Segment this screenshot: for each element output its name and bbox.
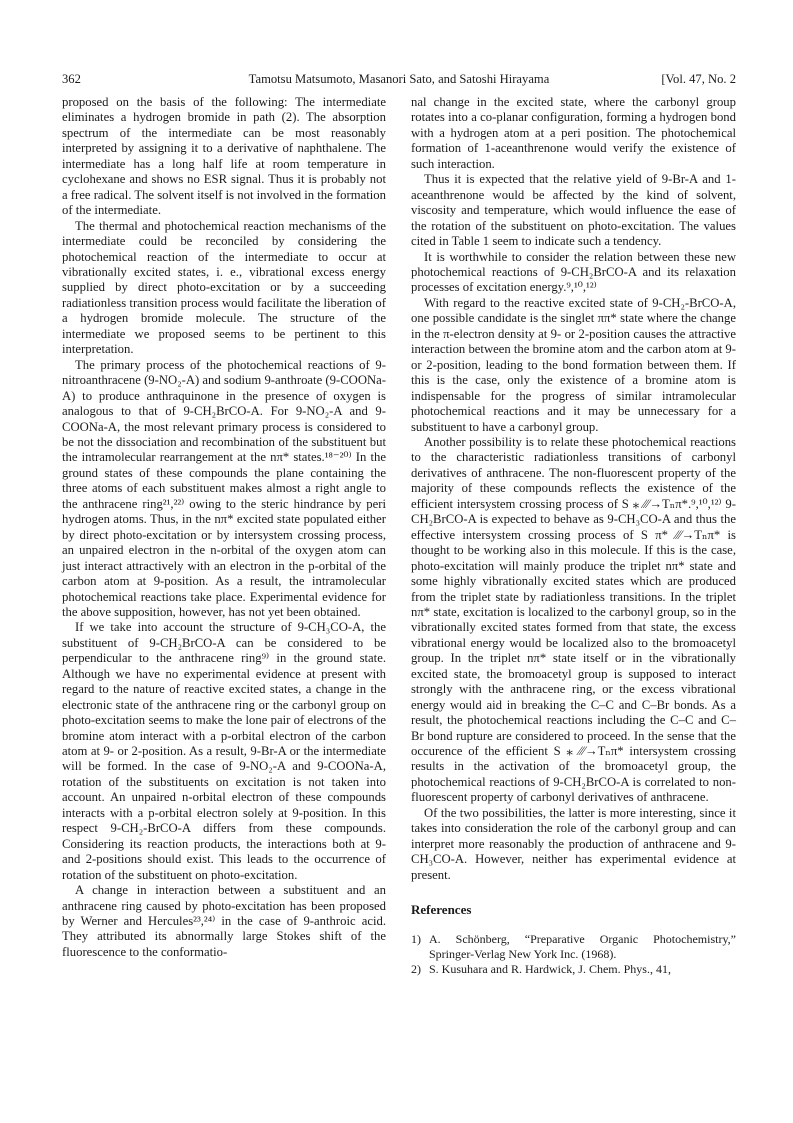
running-header: [62, 70, 736, 88]
running-authors: Tamotsu Matsumoto, Masanori Sato, and Satoshi Hirayama: [248, 72, 550, 86]
right-column: [411, 95, 736, 977]
paragraph: Of the two possibilities, the latter is more interesting, since it takes into consideration the role of the carbonyl group and can interpret more reasonably the production of anthracene and 9-CH₃CO-A. However, neither has experimental evidence at present.: [411, 805, 736, 882]
paragraph: The primary process of the photochemical reactions of 9-nitroanthracene (9-NO₂-A) and sodium 9-anthroate (9-COONa-A) to produce anthraquinone in the presence of oxygen is analogous to that of 9-CH₂BrCO-A. For 9-NO₂-A and 9-COONa-A, the most relevant primary process is considered to be not the dissociation and recombination of the substituent but the intramolecular rearrangement at the nπ* states.¹⁸⁻²⁰⁾ In the ground states of these compounds the plane containing the three atoms of each substituent makes almost a right angle to the anthracene ring²¹,²²⁾ owing to the steric hindrance by peri hydrogen atoms. Thus, in the nπ* excited state populated either by direct photo-excitation or by intersystem crossing process, an unpaired electron in the n-orbital of the oxygen atom can just interact attractively with an electron in the p-orbital of the carbon atom at 9-position. As a result, the intramolecular photochemical reactions take place. Experimental evidence for the above supposition, however, has not yet been obtained.: [62, 357, 386, 619]
reference-number: 2): [411, 961, 421, 976]
paragraph: With regard to the reactive excited state of 9-CH₂-BrCO-A, one possible candidate is the singlet ππ* state where the change in the π-electron density at 9- or 2-position causes the attractive interaction between the bromine atom and the carbon atom at 9- or 2-position, leading to the bond formation between them. If this is the case, only the existence of a bromine atom is indispensable for the progress of similar intramolecular photochemical reactions and it may be unnecessary for a substituent to have a carbonyl group.: [411, 295, 736, 434]
left-column: [62, 95, 386, 960]
reference-text: A. Schönberg, “Preparative Organic Photochemistry,” Springer-Verlag New York Inc. (1968).: [429, 931, 736, 961]
paragraph: nal change in the excited state, where the carbonyl group rotates into a co-planar configuration, forming a hydrogen bond with a hydrogen atom at a peri position. The photochemical formation of 1-aceanthrenone would verify the existence of such interaction.: [411, 95, 736, 171]
paragraph: Thus it is expected that the relative yield of 9-Br-A and 1-aceanthrenone would be affected by the kind of solvent, viscosity and temperature, which would influence the ease of the rotation of the substituent on photo-excitation. The values cited in Table 1 seem to indicate such a tendency.: [411, 172, 736, 249]
paragraph: The thermal and photochemical reaction mechanisms of the intermediate could be reconciled by considering the photochemical reaction of the intermediate to occur at vibrationally excited states, i. e., vibrational excess energy supplied by direct photo-excitation or by a succeeding radiationless transition process would facilitate the liberation of a hydrogen bromide molecule. The structure of the intermediate we proposed seems to be pertinent to this interpretation.: [62, 218, 386, 357]
paragraph: A change in interaction between a substituent and an anthracene ring caused by photo-excitation has been proposed by Werner and Hercules²³,²⁴⁾ in the case of 9-anthroic acid. They attributed its abnormally large Stokes shift of the fluorescence to the conformatio-: [62, 883, 386, 959]
paragraph: proposed on the basis of the following: The intermediate eliminates a hydrogen bromide in path (2). The absorption spectrum of the intermediate can be most reasonably interpreted by assigning it to a derivative of naphthalene. The intermediate has a long half life at room temperature in cyclohexane and shows no ESR signal. Thus it is probably not a free radical. The solvent itself is not involved in the formation of the intermediate.: [62, 95, 386, 218]
reference-number: 1): [411, 931, 421, 946]
paragraph: If we take into account the structure of 9-CH₃CO-A, the substituent of 9-CH₂BrCO-A can be considered to be perpendicular to the anthracene ring⁹⁾ in the ground state. Although we have no experimental evidence at present with regard to the nature of reactive excited states, a change in the electronic state of the anthracene ring or the carbonyl group on photo-excitation seems to make the lone pair of electrons of the bromine atom interact with a p-orbital electron of the carbon atom at 9- or 2-position. As a result, 9-Br-A or the intermediate will be formed. In the case of 9-NO₂-A and 9-COONa-A, rotation of the substituents on excitation is not taken into account. An unpaired n-orbital electron of these compounds interacts with a p-orbital electron solely at 9-position. In this respect 9-CH₂-BrCO-A differs from these compounds. Considering its reaction products, the interactions both at 9- and 2-positions should exist. This leads to the occurrence of rotation of the substituent on photo-excitation.: [62, 620, 386, 882]
paragraph: Another possibility is to relate these photochemical reactions to the characteristic radiationless transitions of carbonyl derivatives of anthracene. The non-fluorescent property of the majority of these compounds reflects the existence of the efficient intersystem crossing process of S ⁎ ⁄⁄⁄→Tₙπ*.⁹,¹⁰,¹²⁾ 9-CH₂BrCO-A is expected to behave as 9-CH₃CO-A and thus the effective intersystem crossing process of S π* ⁄⁄⁄→Tₙπ* is thought to be working also in this molecule. If this is the case, photo-excitation will mainly produce the triplet nπ* state and some highly vibrationally excited states which are produced from the triplet state by radiationless transitions. In the triplet nπ* state, excitation is localized to the carbonyl group, so in the vibrationally excited states formed from that state, the excess vibrational energy would be localized also to the bromoacetyl group. In the triplet nπ* state itself or in the vibrationally excited state, the bromoacetyl group is supposed to interact strongly with the anthracene ring, or the excess vibrational energy would aid in breaking the C–C and C–Br bonds. As a result, the photochemical reactions including the C–C and C–Br bond rupture are considered to proceed. In the sense that the occurence of the efficient S ⁎ ⁄⁄⁄→Tₙπ* intersystem crossing results in the activation of the bromoacetyl group, the photochemical reactions of 9-CH₂BrCO-A is correlated to non-fluorescent property of carbonyl derivatives of anthracene.: [411, 434, 736, 805]
paragraph: It is worthwhile to consider the relation between these new photochemical reactions of 9-CH₂BrCO-A and its relaxation processes of excitation energy.⁹,¹⁰,¹²⁾: [411, 249, 736, 295]
volume-info: [Vol. 47, No. 2: [661, 72, 736, 86]
reference-item: [411, 932, 736, 962]
reference-item: [411, 962, 736, 977]
page-number: 362: [62, 72, 81, 86]
references-heading: References: [411, 902, 472, 918]
reference-text: S. Kusuhara and R. Hardwick, J. Chem. Phys., 41,: [429, 961, 671, 976]
